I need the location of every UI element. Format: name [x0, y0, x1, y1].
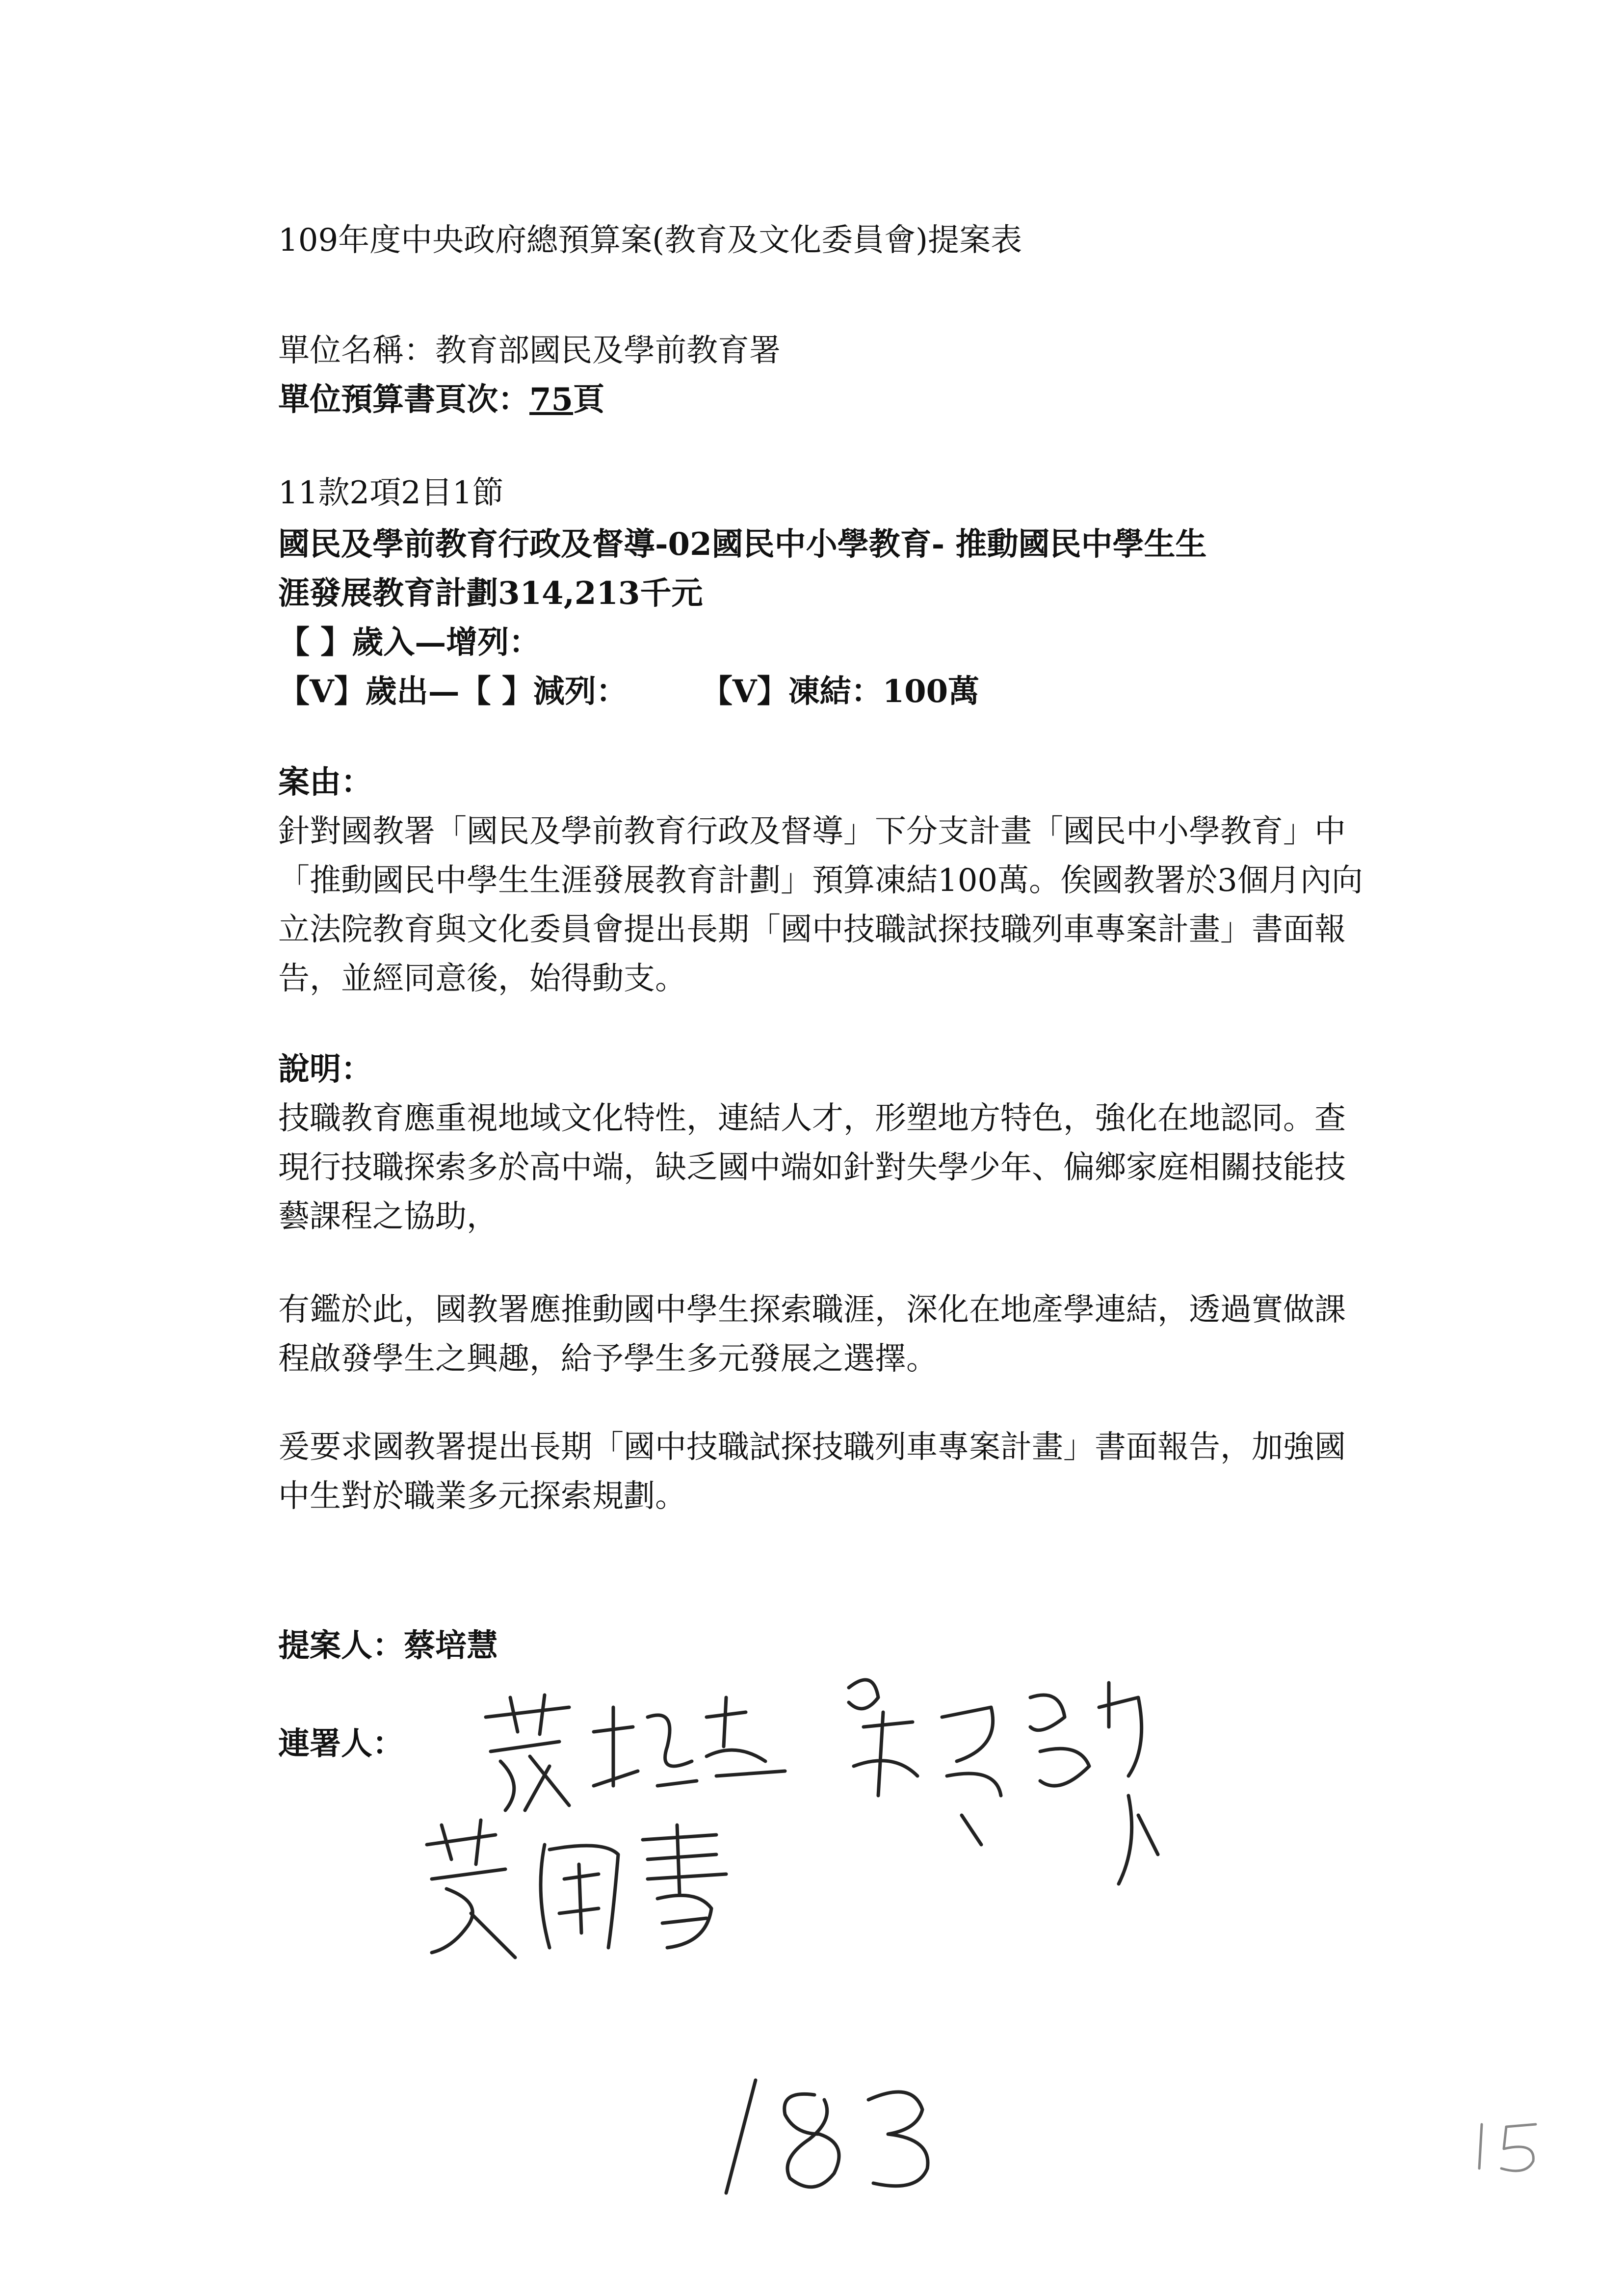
- explain-paragraph-3: 爰要求國教署提出長期「國中技職試探技職列車專案計畫」書面報告，加強國中生對於職業多元探索規劃。: [278, 1429, 1346, 1514]
- page-ref-number: 75: [529, 381, 574, 418]
- proposer: 提案人：蔡培慧: [278, 1627, 498, 1664]
- page-number: [702, 2061, 957, 2208]
- expense-line: [278, 667, 979, 716]
- item-line-2: 涯發展教育計劃314,213千元: [278, 575, 703, 612]
- explain-heading: 說明：: [278, 1051, 372, 1088]
- corner-mark: [1467, 2114, 1555, 2183]
- explain-paragraph-1: 技職教育應重視地域文化特性，連結人才，形塑地方特色，強化在地認同。查現行技職探索多於高中端，缺乏國中端如針對失學少年、偏鄉家庭相關技能技藝課程之協助，: [278, 1100, 1346, 1235]
- unit-name: 單位名稱：教育部國民及學前教育署: [278, 333, 781, 369]
- page-reference: [278, 375, 604, 424]
- cosigners-label: 連署人：: [278, 1725, 404, 1762]
- expense-check: 【V】歲出—【 】減列：: [278, 673, 628, 710]
- case-heading: 案由：: [278, 764, 372, 801]
- item-line-1: 國民及學前教育行政及督導-02國民中小學教育- 推動國民中學生生: [278, 526, 1207, 563]
- freeze-check: 【V】凍結：100萬: [701, 673, 980, 710]
- section-code: 11款2項2目1節: [278, 475, 504, 511]
- revenue-line: 【 】歲入—增列：: [278, 624, 541, 661]
- signature-1: [471, 1688, 795, 1825]
- signature-2: [834, 1668, 1178, 1913]
- signature-3: [412, 1815, 765, 1962]
- case-text: 針對國教署「國民及學前教育行政及督導」下分支計畫「國民中小學教育」中「推動國民中學生生涯發展教育計劃」預算凍結100萬。俟國教署於3個月內向立法院教育與文化委員會提出長期「國中技職試探技職列車專案計畫」書面報告，並經同意後，始得動支。: [278, 813, 1363, 997]
- page-title: 109年度中央政府總預算案(教育及文化委員會)提案表: [278, 222, 1022, 259]
- explain-paragraph-2: 有鑑於此，國教署應推動國中學生探索職涯，深化在地產學連結，透過實做課程啟發學生之興趣，給予學生多元發展之選擇。: [278, 1292, 1346, 1377]
- page-ref-suffix: 頁: [573, 381, 605, 418]
- page-ref-label: 單位預算書頁次：: [278, 381, 529, 418]
